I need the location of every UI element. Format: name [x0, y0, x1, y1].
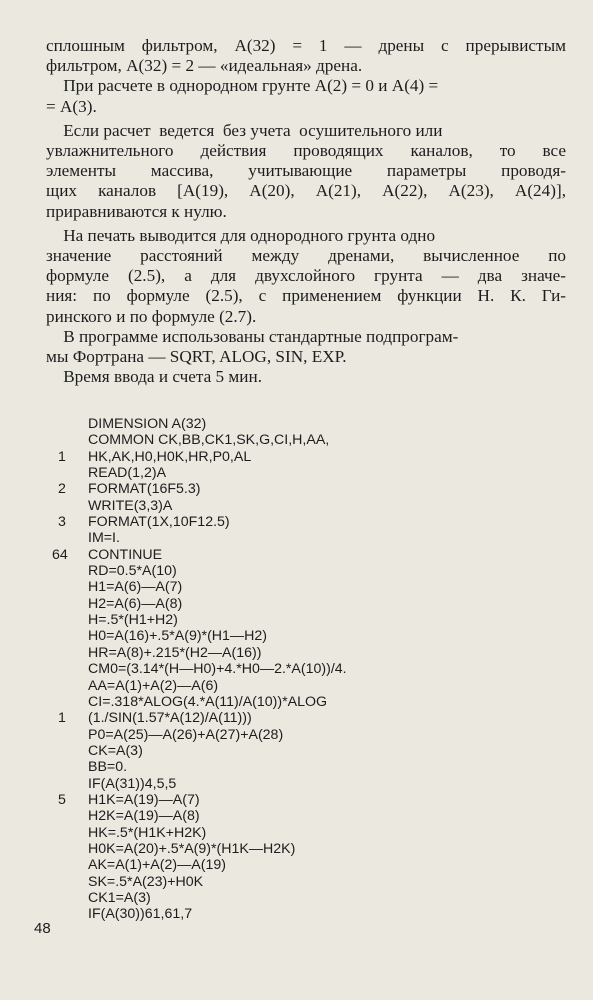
- code-line: [0, 449, 593, 465]
- prose-line: увлажнительного действия проводящих каналов, то все: [46, 141, 566, 161]
- code-statement: IM=I.: [88, 530, 120, 547]
- code-statement: AK=A(1)+A(2)—A(19): [88, 857, 226, 874]
- statement-label: 1: [58, 448, 66, 465]
- code-statement: FORMAT(1X,10F12.5): [88, 514, 230, 531]
- code-line: [0, 890, 593, 906]
- code-statement: WRITE(3,3)A: [88, 497, 173, 514]
- code-statement: H=.5*(H1+H2): [88, 612, 178, 629]
- code-line: [0, 498, 593, 514]
- prose-line: Если расчет ведется без учета осушительного или: [46, 120, 443, 140]
- code-line: [0, 416, 593, 432]
- code-line: [0, 825, 593, 841]
- prose-line: ринского и по формуле (2.7).: [46, 306, 257, 326]
- code-statement: CONTINUE: [88, 546, 163, 563]
- code-line: [0, 661, 593, 677]
- prose-line: фильтром, А(32) = 2 — «идеальная» дрена.: [46, 56, 363, 76]
- code-line: [0, 906, 593, 922]
- code-line: [0, 808, 593, 824]
- code-statement: SK=.5*A(23)+H0K: [88, 873, 204, 890]
- code-line: [0, 612, 593, 628]
- code-line: [0, 792, 593, 808]
- code-statement: CI=.318*ALOG(4.*A(11)/A(10))*ALOG: [88, 693, 328, 710]
- code-line: [0, 694, 593, 710]
- code-line: [0, 628, 593, 644]
- code-statement: H1K=A(19)—A(7): [88, 791, 200, 808]
- code-statement: H2=A(6)—A(8): [88, 595, 183, 612]
- prose-line: мы Фортрана — SQRT, ALOG, SIN, EXP.: [46, 347, 347, 367]
- prose-line: элементы массива, учитывающие параметры проводя-: [46, 161, 566, 181]
- code-statement: DIMENSION A(32): [88, 416, 207, 432]
- prose-line: При расчете в однородном грунте А(2) = 0 и А(4) =: [46, 76, 439, 96]
- code-statement: BB=0.: [88, 759, 128, 776]
- code-statement: H0=A(16)+.5*A(9)*(H1—H2): [88, 628, 267, 645]
- code-line: [0, 710, 593, 726]
- code-line: [0, 678, 593, 694]
- statement-label: 5: [58, 791, 66, 808]
- code-line: [0, 874, 593, 890]
- statement-label: 64: [52, 546, 68, 563]
- code-line: [0, 776, 593, 792]
- code-line: [0, 841, 593, 857]
- code-statement: H1=A(6)—A(7): [88, 579, 183, 596]
- code-line: [0, 645, 593, 661]
- code-statement: COMMON CK,BB,CK1,SK,G,CI,H,AA,: [88, 432, 330, 449]
- code-statement: H2K=A(19)—A(8): [88, 808, 200, 825]
- statement-label: 2: [58, 481, 66, 498]
- code-line: [0, 530, 593, 546]
- code-line: [0, 465, 593, 481]
- code-statement: CK1=A(3): [88, 889, 151, 906]
- prose-line: ния: по формуле (2.5), с применением функции Н. К. Ги-: [46, 286, 566, 306]
- prose-text: [46, 36, 566, 387]
- code-line: [0, 743, 593, 759]
- code-line: [0, 432, 593, 448]
- prose-line: На печать выводится для однородного грунта одно: [46, 225, 436, 245]
- code-line: [0, 481, 593, 497]
- code-line: [0, 857, 593, 873]
- code-statement: CK=A(3): [88, 742, 143, 759]
- code-statement: HK,AK,H0,H0K,HR,P0,AL: [88, 448, 252, 465]
- code-line: [0, 547, 593, 563]
- prose-line: значение расстояний между дренами, вычисленное по: [46, 246, 566, 266]
- prose-line: приравниваются к нулю.: [46, 201, 227, 221]
- prose-line: В программе использованы стандартные подпрограм-: [46, 326, 459, 346]
- code-statement: READ(1,2)A: [88, 465, 167, 482]
- code-statement: CM0=(3.14*(H—H0)+4.*H0—2.*A(10))/4.: [88, 661, 347, 678]
- prose-line: Время ввода и счета 5 мин.: [46, 367, 262, 387]
- code-statement: IF(A(31))4,5,5: [88, 775, 177, 792]
- code-statement: P0=A(25)—A(26)+A(27)+A(28): [88, 726, 284, 743]
- code-statement: H0K=A(20)+.5*A(9)*(H1K—H2K): [88, 840, 296, 857]
- code-line: [0, 579, 593, 595]
- code-statement: HR=A(8)+.215*(H2—A(16)): [88, 644, 262, 661]
- code-line: [0, 759, 593, 775]
- code-line: [0, 514, 593, 530]
- prose-line: щих каналов [А(19), А(20), А(21), А(22), А(23), А(24)],: [46, 181, 566, 201]
- code-line: [0, 727, 593, 743]
- page-number: 48: [34, 920, 51, 937]
- statement-label: 1: [58, 710, 66, 727]
- code-line: [0, 563, 593, 579]
- statement-label: 3: [58, 514, 66, 531]
- prose-line: формуле (2.5), а для двухслойного грунта — два значе-: [46, 266, 566, 286]
- code-line: [0, 596, 593, 612]
- prose-line: сплошным фильтром, А(32) = 1 — дрены с прерывистым: [46, 36, 566, 55]
- code-statement: FORMAT(16F5.3): [88, 481, 201, 498]
- code-statement: RD=0.5*A(10): [88, 563, 177, 580]
- code-statement: AA=A(1)+A(2)—A(6): [88, 677, 219, 694]
- code-statement: (1./SIN(1.57*A(12)/A(11))): [88, 710, 252, 727]
- fortran-listing: [0, 416, 593, 923]
- prose-line: = А(3).: [46, 96, 97, 116]
- code-statement: HK=.5*(H1K+H2K): [88, 824, 207, 841]
- code-statement: IF(A(30))61,61,7: [88, 906, 193, 923]
